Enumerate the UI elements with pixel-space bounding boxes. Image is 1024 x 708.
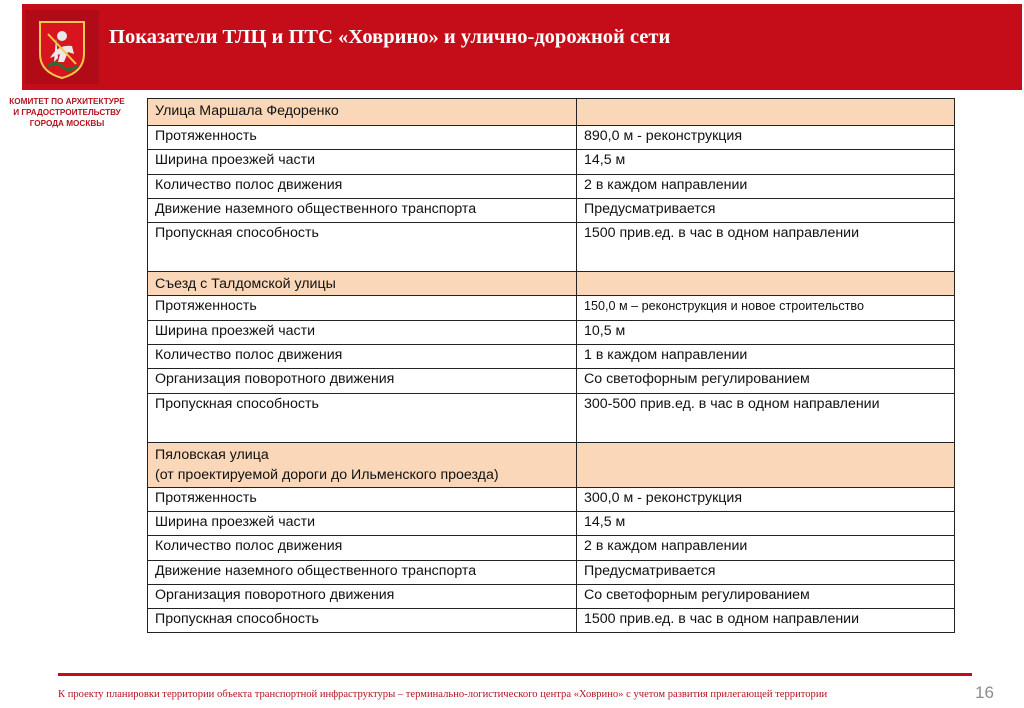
section-header-row	[148, 99, 955, 126]
section-title-empty	[577, 272, 955, 296]
value-cell: Со светофорным регулированием	[577, 584, 955, 608]
value-cell: 1500 прив.ед. в час в одном направлении	[577, 223, 955, 272]
section-title-line: (от проектируемой дороги до Ильменского проезда)	[155, 466, 499, 483]
committee-line: И ГРАДОСТРОИТЕЛЬСТВУ	[13, 108, 121, 117]
table-row	[148, 536, 955, 560]
table-row	[148, 174, 955, 198]
table-row	[148, 584, 955, 608]
section-header-row	[148, 442, 955, 487]
indicators-table	[147, 98, 955, 633]
value-cell: 2 в каждом направлении	[577, 536, 955, 560]
page-title: Показатели ТЛЦ и ПТС «Ховрино» и улично-дорожной сети	[109, 26, 671, 48]
committee-name	[0, 96, 134, 129]
parameter-cell: Протяженность	[148, 487, 577, 511]
parameter-cell: Протяженность	[148, 296, 577, 320]
footer-caption: К проекту планировки территории объекта транспортной инфраструктуры – терминально-логистического центра «Ховрино» с учетом развития прилегающей территории	[58, 689, 828, 700]
value-cell: Предусматривается	[577, 198, 955, 222]
table-row	[148, 609, 955, 633]
value-cell: 1500 прив.ед. в час в одном направлении	[577, 609, 955, 633]
table-row	[148, 511, 955, 535]
table-row	[148, 345, 955, 369]
section-title-line: Пяловская улица	[155, 446, 269, 463]
section-title-empty	[577, 442, 955, 487]
section-header-row	[148, 272, 955, 296]
parameter-cell: Пропускная способность	[148, 223, 577, 272]
table-row	[148, 150, 955, 174]
value-cell: 1 в каждом направлении	[577, 345, 955, 369]
table-row	[148, 487, 955, 511]
footer-divider	[58, 673, 972, 676]
committee-line: ГОРОДА МОСКВЫ	[29, 119, 105, 128]
value-cell: 300,0 м - реконструкция	[577, 487, 955, 511]
value-cell: 10,5 м	[577, 320, 955, 344]
value-cell: Предусматривается	[577, 560, 955, 584]
table-row	[148, 223, 955, 272]
value-cell: 2 в каждом направлении	[577, 174, 955, 198]
parameter-cell: Пропускная способность	[148, 393, 577, 442]
page-number: 16	[975, 683, 994, 702]
parameter-cell: Количество полос движения	[148, 174, 577, 198]
section-title: Съезд с Талдомской улицы	[148, 272, 577, 296]
table-row	[148, 393, 955, 442]
parameter-cell: Количество полос движения	[148, 345, 577, 369]
parameter-cell: Организация поворотного движения	[148, 584, 577, 608]
section-title	[148, 442, 577, 487]
section-title-empty	[577, 99, 955, 126]
parameter-cell: Протяженность	[148, 126, 577, 150]
section-title: Улица Маршала Федоренко	[148, 99, 577, 126]
value-cell: 890,0 м - реконструкция	[577, 126, 955, 150]
parameter-cell: Ширина проезжей части	[148, 511, 577, 535]
value-cell: 14,5 м	[577, 150, 955, 174]
value-cell	[577, 296, 955, 320]
table-row	[148, 126, 955, 150]
table-row	[148, 198, 955, 222]
committee-line: КОМИТЕТ ПО АРХИТЕКТУРЕ	[9, 97, 125, 106]
value-cell: 14,5 м	[577, 511, 955, 535]
table-row	[148, 369, 955, 393]
parameter-cell: Движение наземного общественного транспорта	[148, 198, 577, 222]
value-text: 150,0 м – реконструкция и новое строительство	[584, 299, 864, 314]
table-row	[148, 296, 955, 320]
moscow-coat-of-arms-icon	[28, 14, 96, 82]
value-cell: Со светофорным регулированием	[577, 369, 955, 393]
parameter-cell: Организация поворотного движения	[148, 369, 577, 393]
table-row	[148, 560, 955, 584]
parameter-cell: Пропускная способность	[148, 609, 577, 633]
parameter-cell: Количество полос движения	[148, 536, 577, 560]
value-cell: 300-500 прив.ед. в час в одном направлении	[577, 393, 955, 442]
parameter-cell: Движение наземного общественного транспорта	[148, 560, 577, 584]
table-row	[148, 320, 955, 344]
parameter-cell: Ширина проезжей части	[148, 320, 577, 344]
parameter-cell: Ширина проезжей части	[148, 150, 577, 174]
